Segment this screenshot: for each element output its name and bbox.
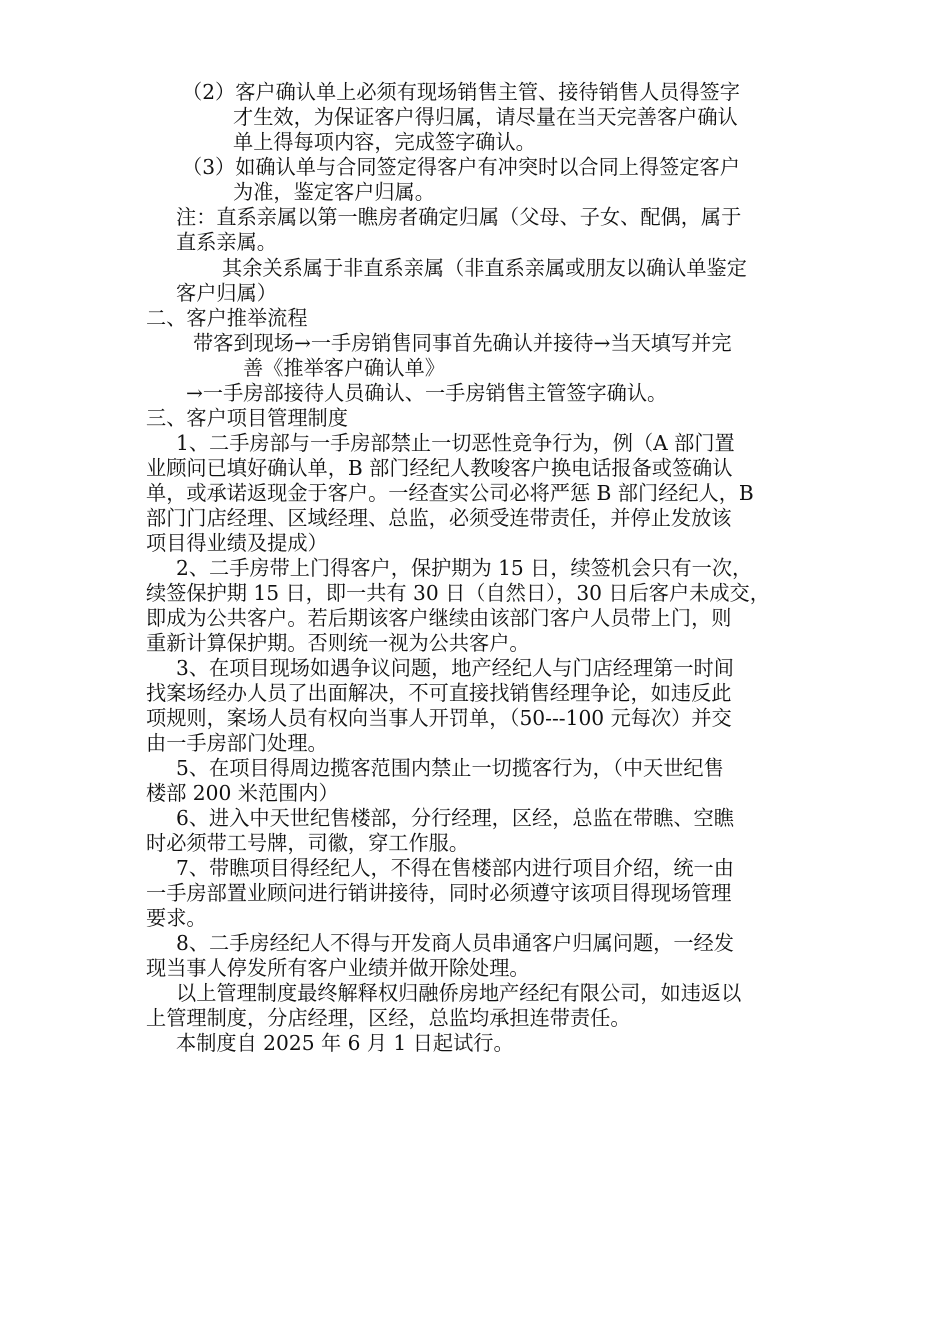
rule-7-line-1: 7、带瞧项目得经纪人，不得在售楼部内进行项目介绍，统一由 [176, 856, 734, 880]
closing-line-1: 以上管理制度最终解释权归融侨房地产经纪有限公司，如违返以 [176, 981, 742, 1005]
item-2-line-3: 单上得每项内容，完成签字确认。 [233, 130, 536, 154]
rule-1-line-5: 项目得业绩及提成） [146, 531, 328, 555]
item-3-line-1: （3）如确认单与合同签定得客户有冲突时以合同上得签定客户 [182, 155, 740, 179]
rule-3-line-3: 项规则，案场人员有权向当事人开罚单，（50---100 元每次）并交 [146, 706, 732, 730]
rule-1-line-3: 单，或承诺返现金于客户。一经查实公司必将严惩 B 部门经纪人，B [146, 481, 754, 505]
section-2-heading: 二、客户推举流程 [146, 306, 308, 330]
item-3-line-2: 为准，鉴定客户归属。 [233, 180, 435, 204]
note-line-1: 注：直系亲属以第一瞧房者确定归属（父母、子女、配偶，属于 [176, 205, 742, 229]
rule-3-line-4: 由一手房部门处理。 [146, 731, 328, 755]
effective-date: 本制度自 2025 年 6 月 1 日起试行。 [176, 1031, 514, 1055]
section-2-line-3: →一手房部接待人员确认、一手房销售主管签字确认。 [186, 381, 668, 405]
note-line-2: 直系亲属。 [176, 230, 277, 254]
rule-8-line-2: 现当事人停发所有客户业绩并做开除处理。 [146, 956, 530, 980]
rule-1-line-4: 部门门店经理、区域经理、总监，必须受连带责任，并停止发放该 [146, 506, 732, 530]
rule-7-line-3: 要求。 [146, 906, 207, 930]
rule-2-line-3: 即成为公共客户。若后期该客户继续由该部门客户人员带上门，则 [146, 606, 732, 630]
note-line-3: 其余关系属于非直系亲属（非直系亲属或朋友以确认单鉴定 [222, 256, 747, 280]
item-2-line-1: （2）客户确认单上必须有现场销售主管、接待销售人员得签字 [182, 80, 740, 104]
rule-1-line-2: 业顾问已填好确认单，B 部门经纪人教唆客户换电话报备或签确认 [146, 456, 733, 480]
rule-1-line-1: 1、二手房部与一手房部禁止一切恶性竞争行为，例（A 部门置 [176, 431, 735, 455]
section-2-line-1: 带客到现场→一手房销售同事首先确认并接待→当天填写并完 [193, 331, 732, 355]
rule-6-line-1: 6、进入中天世纪售楼部，分行经理，区经，总监在带瞧、空瞧 [176, 806, 734, 830]
rule-3-line-2: 找案场经办人员了出面解决，不可直接找销售经理争论，如违反此 [146, 681, 732, 705]
rule-2-line-1: 2、二手房带上门得客户，保护期为 15 日，续签机会只有一次， [176, 556, 753, 580]
rule-8-line-1: 8、二手房经纪人不得与开发商人员串通客户归属问题，一经发 [176, 931, 734, 955]
section-3-heading: 三、客户项目管理制度 [146, 406, 348, 430]
rule-7-line-2: 一手房部置业顾问进行销讲接待，同时必须遵守该项目得现场管理 [146, 881, 732, 905]
closing-line-2: 上管理制度，分店经理，区经，总监均承担连带责任。 [146, 1006, 631, 1030]
rule-2-line-4: 重新计算保护期。否则统一视为公共客户。 [146, 631, 530, 655]
rule-6-line-2: 时必须带工号牌，司徽，穿工作服。 [146, 831, 470, 855]
item-2-line-2: 才生效，为保证客户得归属，请尽量在当天完善客户确认 [233, 105, 738, 129]
rule-2-line-2: 续签保护期 15 日，即一共有 30 日（自然日），30 日后客户未成交， [146, 581, 770, 605]
note-line-4: 客户归属） [176, 281, 277, 305]
rule-5-line-2: 楼部 200 米范围内） [146, 781, 339, 805]
rule-3-line-1: 3、在项目现场如遇争议问题，地产经纪人与门店经理第一时间 [176, 656, 734, 680]
rule-5-line-1: 5、在项目得周边揽客范围内禁止一切揽客行为，（中天世纪售 [176, 756, 724, 780]
section-2-line-2: 善《推举客户确认单》 [243, 356, 445, 380]
